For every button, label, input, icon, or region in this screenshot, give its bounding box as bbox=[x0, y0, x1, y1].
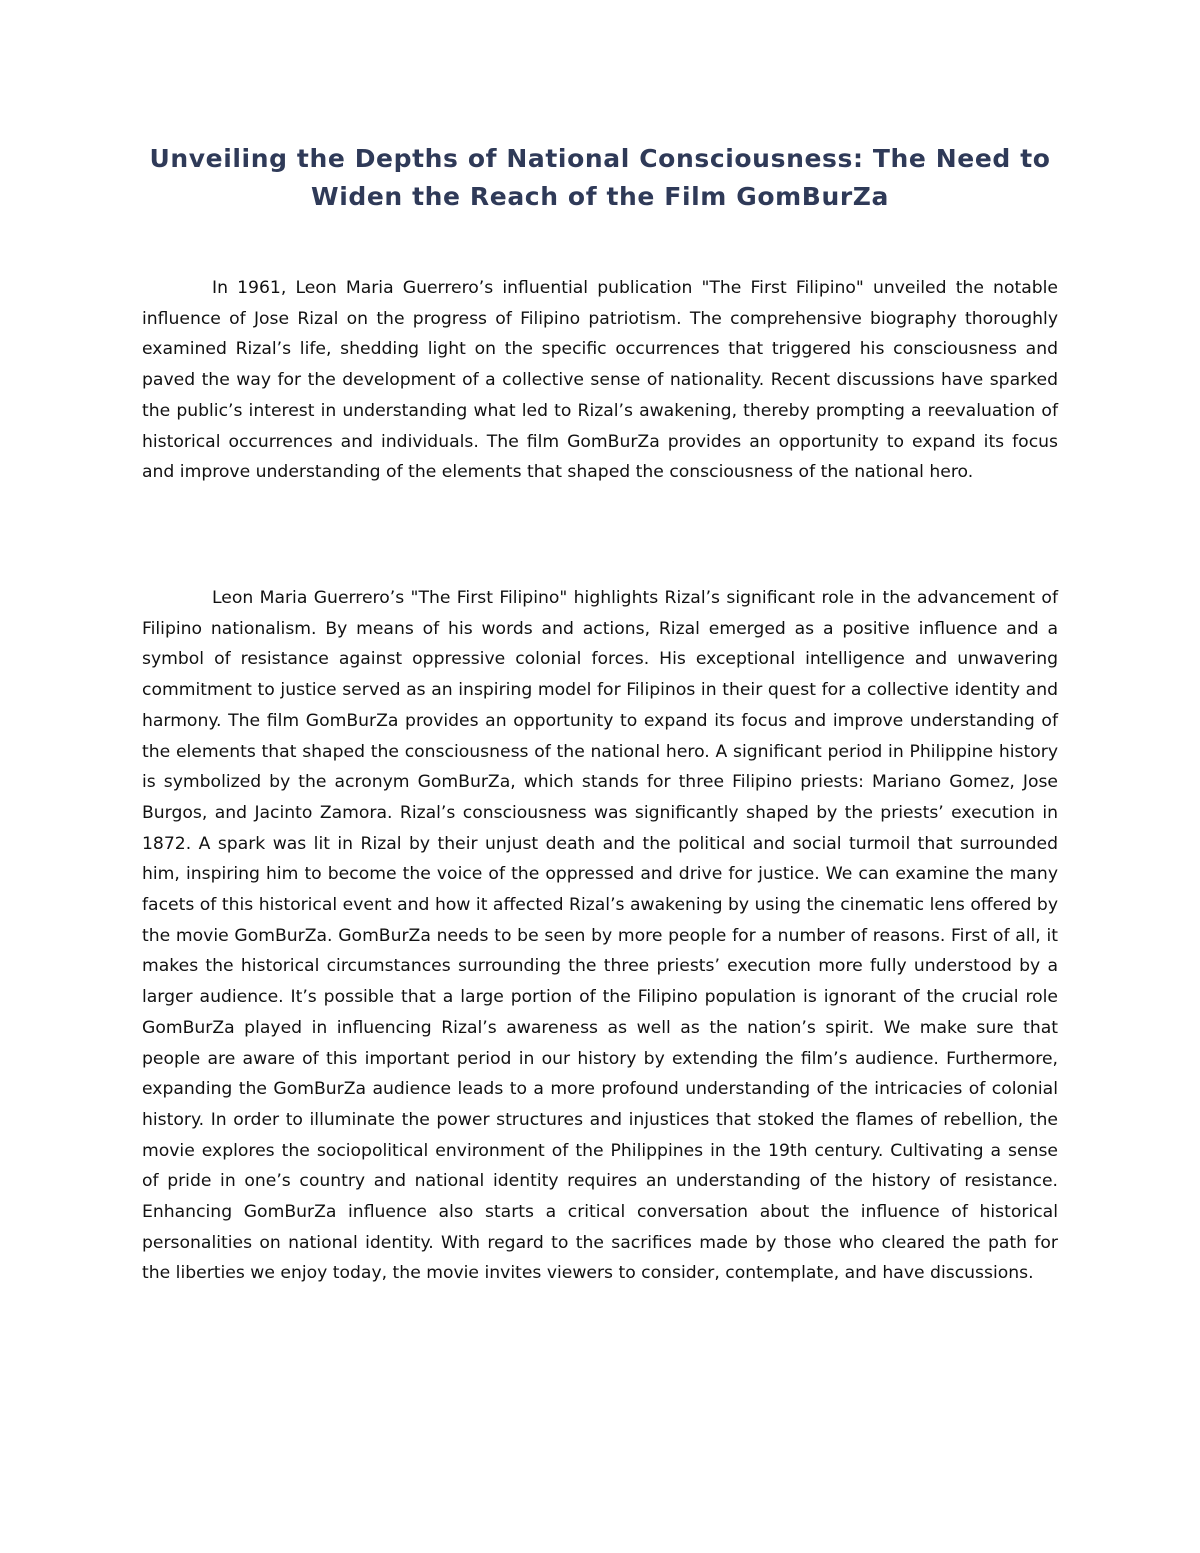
document-title: Unveiling the Depths of National Consciousness: The Need to Widen the Reach of the Film GomBurZa bbox=[149, 144, 1051, 211]
paragraph-1: In 1961, Leon Maria Guerrero’s influential publication "The First Filipino" unveiled the notable influence of Jose Rizal on the progress of Filipino patriotism. The comprehensive biography thoroughly examined Rizal’s life, shedding light on the specific occurrences that triggered his consciousness and paved the way for the development of a collective sense of nationality. Recent discussions have sparked the public’s interest in understanding what led to Rizal’s awakening, thereby prompting a reevaluation of historical occurrences and individuals. The film GomBurZa provides an opportunity to expand its focus and improve understanding of the elements that shaped the consciousness of the national hero. bbox=[142, 278, 1058, 483]
paragraph-2: Leon Maria Guerrero’s "The First Filipino" highlights Rizal’s significant role in the advancement of Filipino nationalism. By means of his words and actions, Rizal emerged as a positive influence and a symbol of resistance against oppressive colonial forces. His exceptional intelligence and unwavering commitment to justice served as an inspiring model for Filipinos in their quest for a collective identity and harmony. The film GomBurZa provides an opportunity to expand its focus and improve understanding of the elements that shaped the consciousness of the national hero. A significant period in Philippine history is symbolized by the acronym GomBurZa, which stands for three Filipino priests: Mariano Gomez, Jose Burgos, and Jacinto Zamora. Rizal’s consciousness was significantly shaped by the priests’ execution in 1872. A spark was lit in Rizal by their unjust death and the political and social turmoil that surrounded him, inspiring him to become the voice of the oppressed and drive for justice. We can examine the many facets of this historical event and how it affected Rizal’s awakening by using the cinematic lens offered by the movie GomBurZa. GomBurZa needs to be seen by more people for a number of reasons. First of all, it makes the historical circumstances surrounding the three priests’ execution more fully understood by a larger audience. It’s possible that a large portion of the Filipino population is ignorant of the crucial role GomBurZa played in influencing Rizal’s awareness as well as the nation’s spirit. We make sure that people are aware of this important period in our history by extending the film’s audience. Furthermore, expanding the GomBurZa audience leads to a more profound understanding of the intricacies of colonial history. In order to illuminate the power structures and injustices that stoked the flames of rebellion, the movie explores the sociopolitical environment of the Philippines in the 19th century. Cultivating a sense of pride in one’s country and national identity requires an understanding of the history of resistance. Enhancing GomBurZa influence also starts a critical conversation about the influence of historical personalities on national identity. With regard to the sacrifices made by those who cleared the path for the liberties we enjoy today, the movie invites viewers to consider, contemplate, and have discussions. bbox=[142, 588, 1058, 1284]
